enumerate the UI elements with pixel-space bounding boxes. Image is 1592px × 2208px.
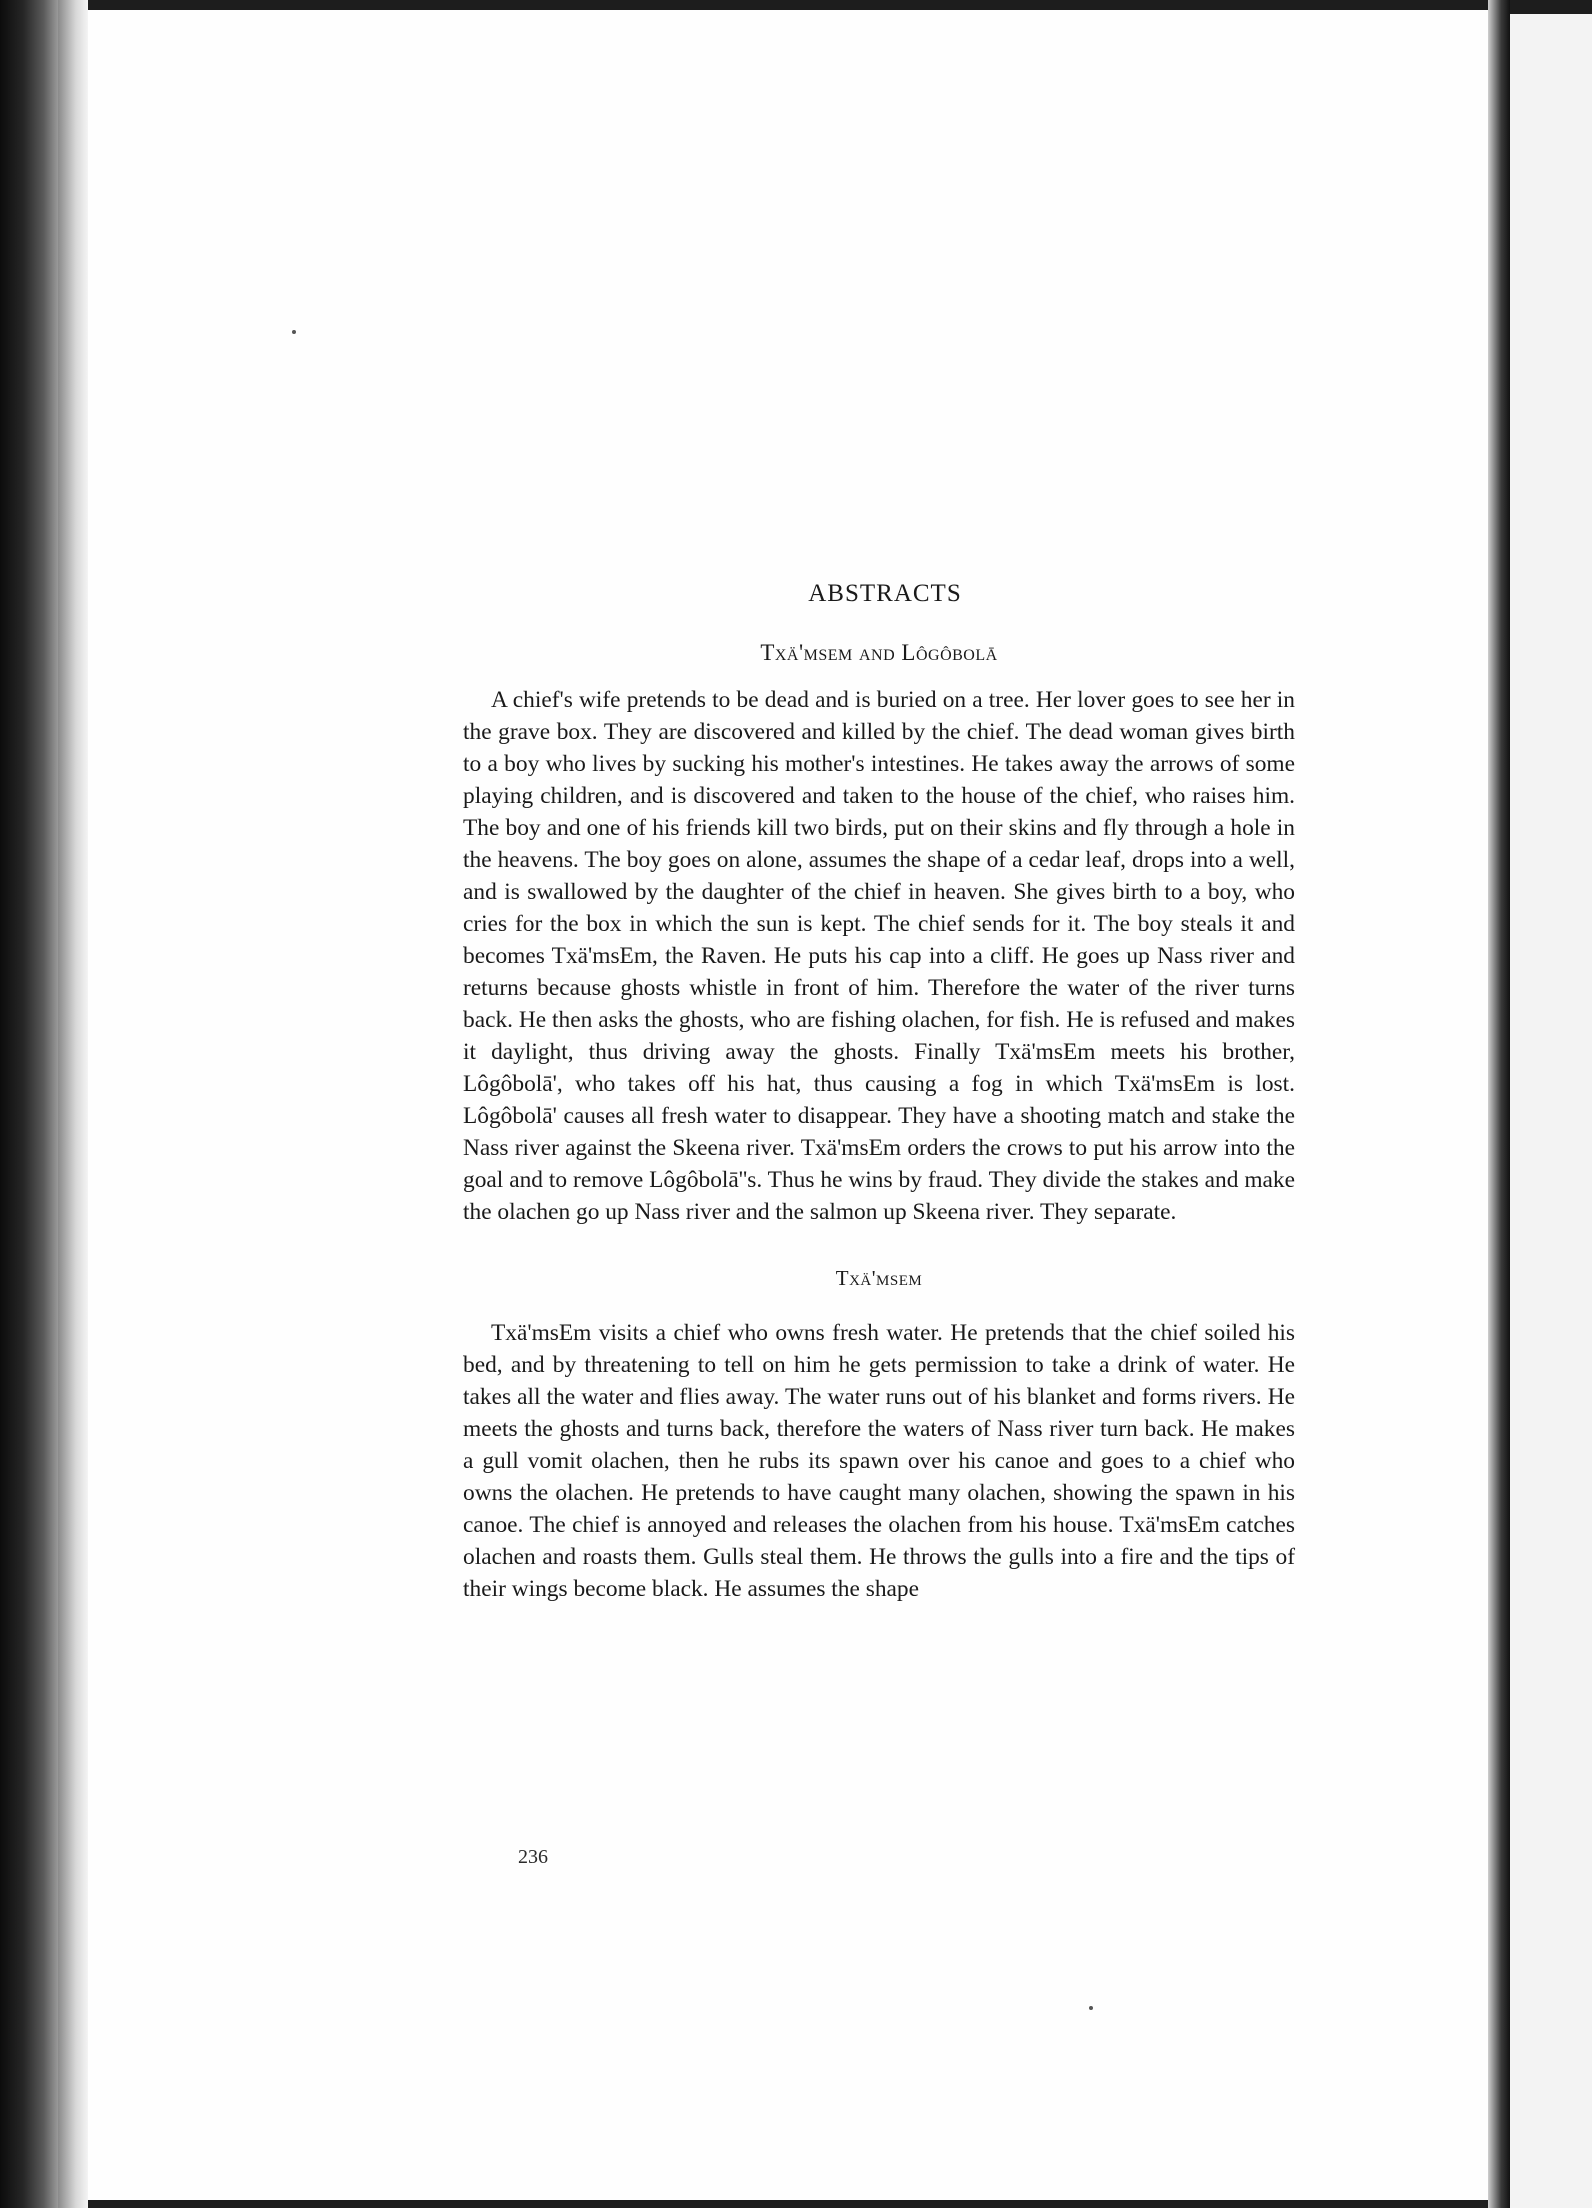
book-spine-edge bbox=[58, 0, 88, 2208]
page-content bbox=[463, 580, 1295, 1605]
section-heading: Txä'msem and Lôgôbolā bbox=[760, 640, 998, 665]
paper-speck bbox=[292, 330, 296, 334]
page-number: 236 bbox=[518, 1846, 548, 1868]
book-spine-shadow bbox=[0, 0, 58, 2208]
paper-speck bbox=[1089, 2006, 1093, 2010]
section-paragraph: A chief's wife pretends to be dead and is buried on a tree. Her lover goes to see her in the grave box. They are discovered and killed by the chief. The dead woman gives birth to a boy who lives by sucking his mother's intestines. He takes away the arrows of some playing children, and is discovered and taken to the house of the chief, who raises him. The boy and one of his friends kill two birds, put on their skins and fly through a hole in the heavens. The boy goes on alone, assumes the shape of a cedar leaf, drops into a well, and is swallowed by the daughter of the chief in heaven. She gives birth to a boy, who cries for the box in which the sun is kept. The chief sends for it. The boy steals it and becomes Txä'msEm, the Raven. He puts his cap into a cliff. He goes up Nass river and returns because ghosts whistle in front of him. Therefore the water of the river turns back. He then asks the ghosts, who are fishing olachen, for fish. He is refused and makes it daylight, thus driving away the ghosts. Finally Txä'msEm meets his brother, Lôgôbolā', who takes off his hat, thus causing a fog in which Txä'msEm is lost. Lôgôbolā' causes all fresh water to disappear. They have a shooting match and stake the Nass river against the Skeena river. Txä'msEm orders the crows to put his arrow into the goal and to remove Lôgôbolā''s. Thus he wins by fraud. They divide the stakes and make the olachen go up Nass river and the salmon up Skeena river. They separate. bbox=[463, 687, 1295, 1225]
facing-page-edge bbox=[1510, 14, 1592, 2208]
section-paragraph: Txä'msEm visits a chief who owns fresh water. He pretends that the chief soiled his bed, and by threatening to tell on him he gets permission to take a drink of water. He takes all the water and flies away. The water runs out of his blanket and forms rivers. He meets the ghosts and turns back, therefore the waters of Nass river turn back. He makes a gull vomit olachen, then he rubs its spawn over his canoe and goes to a chief who owns the olachen. He pretends to have caught many olachen, showing the spawn in his canoe. The chief is annoyed and releases the olachen from his house. Txä'msEm catches olachen and roasts them. Gulls steal them. He throws the gulls into a fire and the tips of their wings become black. He assumes the shape bbox=[463, 1320, 1295, 1602]
page-title: ABSTRACTS bbox=[808, 580, 962, 607]
page-gutter bbox=[1488, 0, 1510, 2208]
section-heading: Txä'msem bbox=[835, 1266, 923, 1290]
